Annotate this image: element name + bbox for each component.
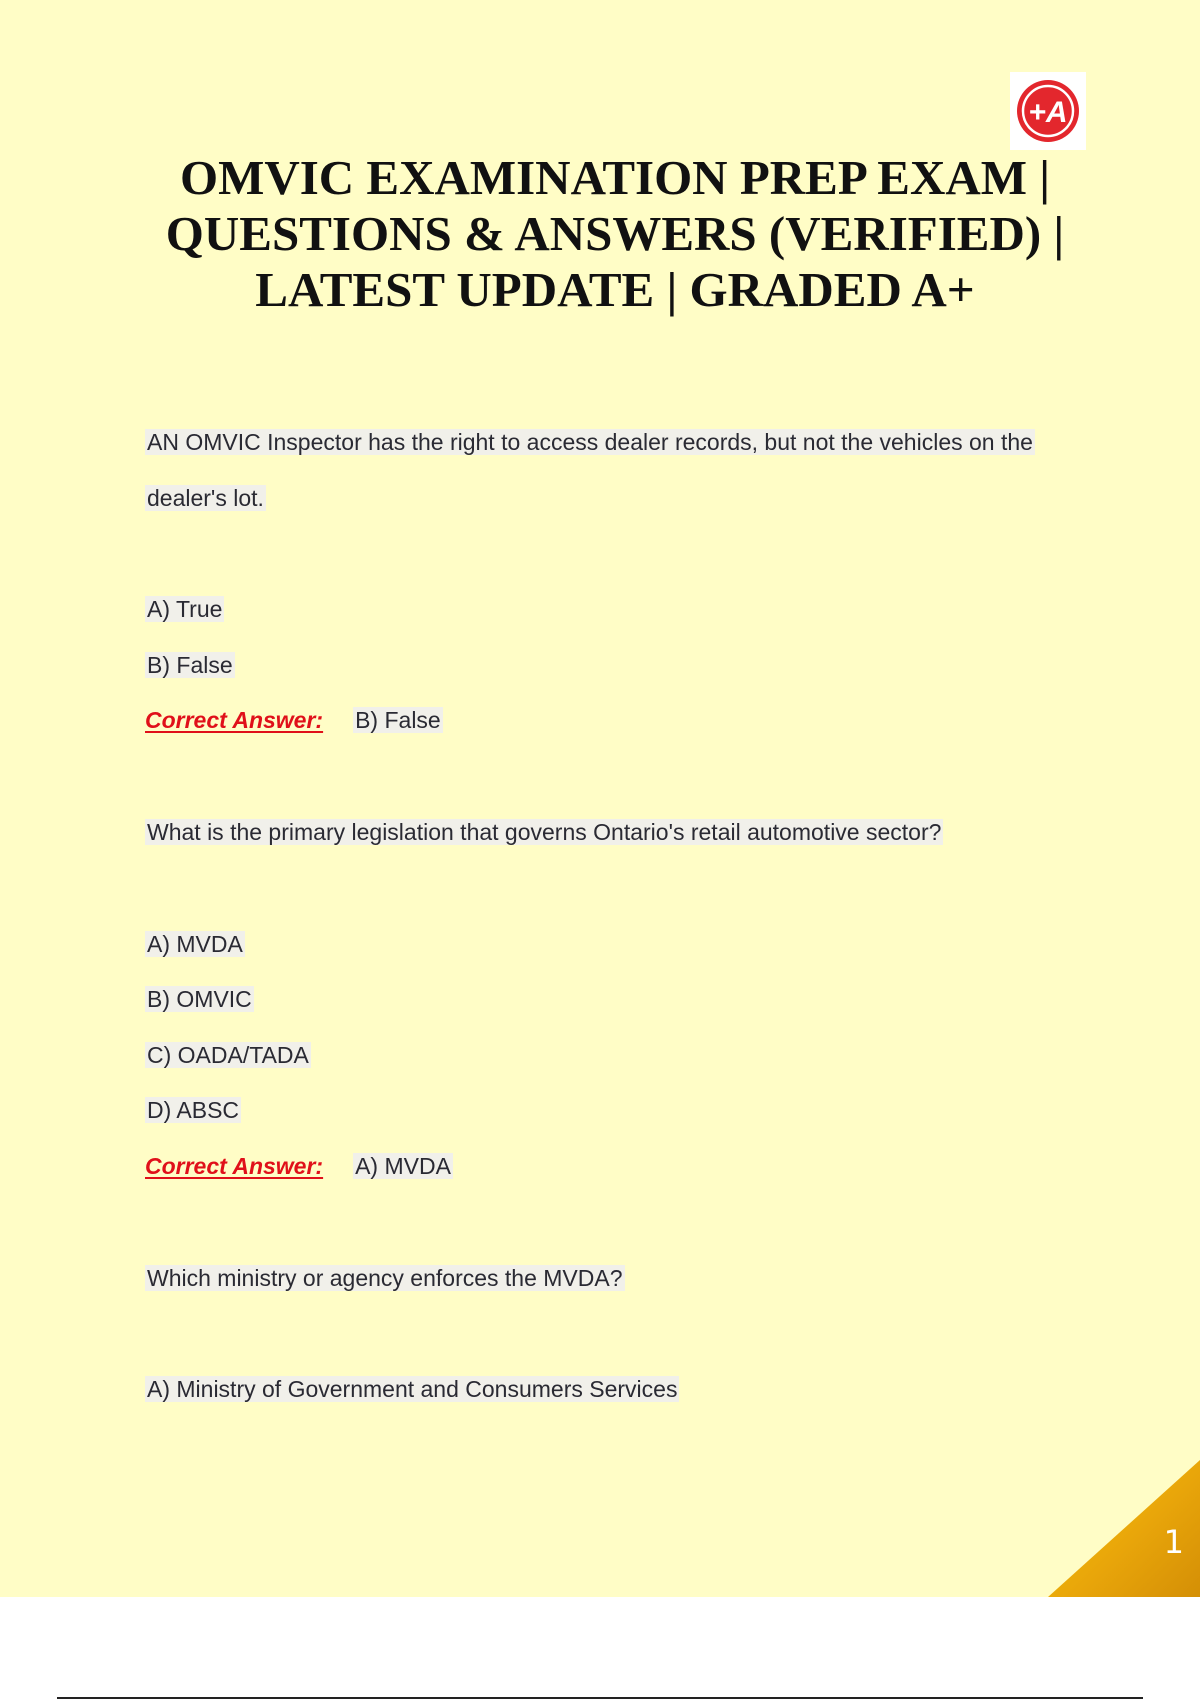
question-2-option-d: D) ABSC xyxy=(147,1097,240,1123)
title-line: QUESTIONS & ANSWERS (VERIFIED) | xyxy=(165,206,1065,261)
question-3-option-a: A) Ministry of Government and Consumers Services xyxy=(147,1376,678,1402)
footer-rule xyxy=(57,1697,1143,1699)
question-1-text-line-2: dealer's lot. xyxy=(147,485,264,511)
question-2-option-c: C) OADA/TADA xyxy=(147,1042,309,1068)
question-2-answer xyxy=(145,1150,453,1182)
correct-answer-label: Correct Answer: xyxy=(145,1153,324,1179)
page-number: 1 xyxy=(1163,1523,1184,1561)
correct-answer-value: A) MVDA xyxy=(355,1153,451,1179)
logo-text: +A xyxy=(1028,96,1068,129)
correct-answer-value: B) False xyxy=(355,707,441,733)
question-2-option-b: B) OMVIC xyxy=(147,986,252,1012)
title-line: OMVIC EXAMINATION PREP EXAM | xyxy=(179,150,1051,205)
question-2-option-a: A) MVDA xyxy=(147,931,243,957)
a-plus-badge-icon xyxy=(1014,77,1082,145)
question-1-answer xyxy=(145,704,443,736)
question-1-option-b: B) False xyxy=(147,652,233,678)
question-1-option-a: A) True xyxy=(147,596,223,622)
question-1-text-line-1: AN OMVIC Inspector has the right to access dealer records, but not the vehicles on the xyxy=(147,429,1033,455)
document-title xyxy=(110,150,1120,318)
question-3-text-line-1: Which ministry or agency enforces the MVDA? xyxy=(147,1265,623,1291)
logo xyxy=(1010,72,1086,150)
title-line: LATEST UPDATE | GRADED A+ xyxy=(255,262,975,317)
question-2-text-line-1: What is the primary legislation that governs Ontario's retail automotive sector? xyxy=(147,819,942,845)
correct-answer-label: Correct Answer: xyxy=(145,707,324,733)
